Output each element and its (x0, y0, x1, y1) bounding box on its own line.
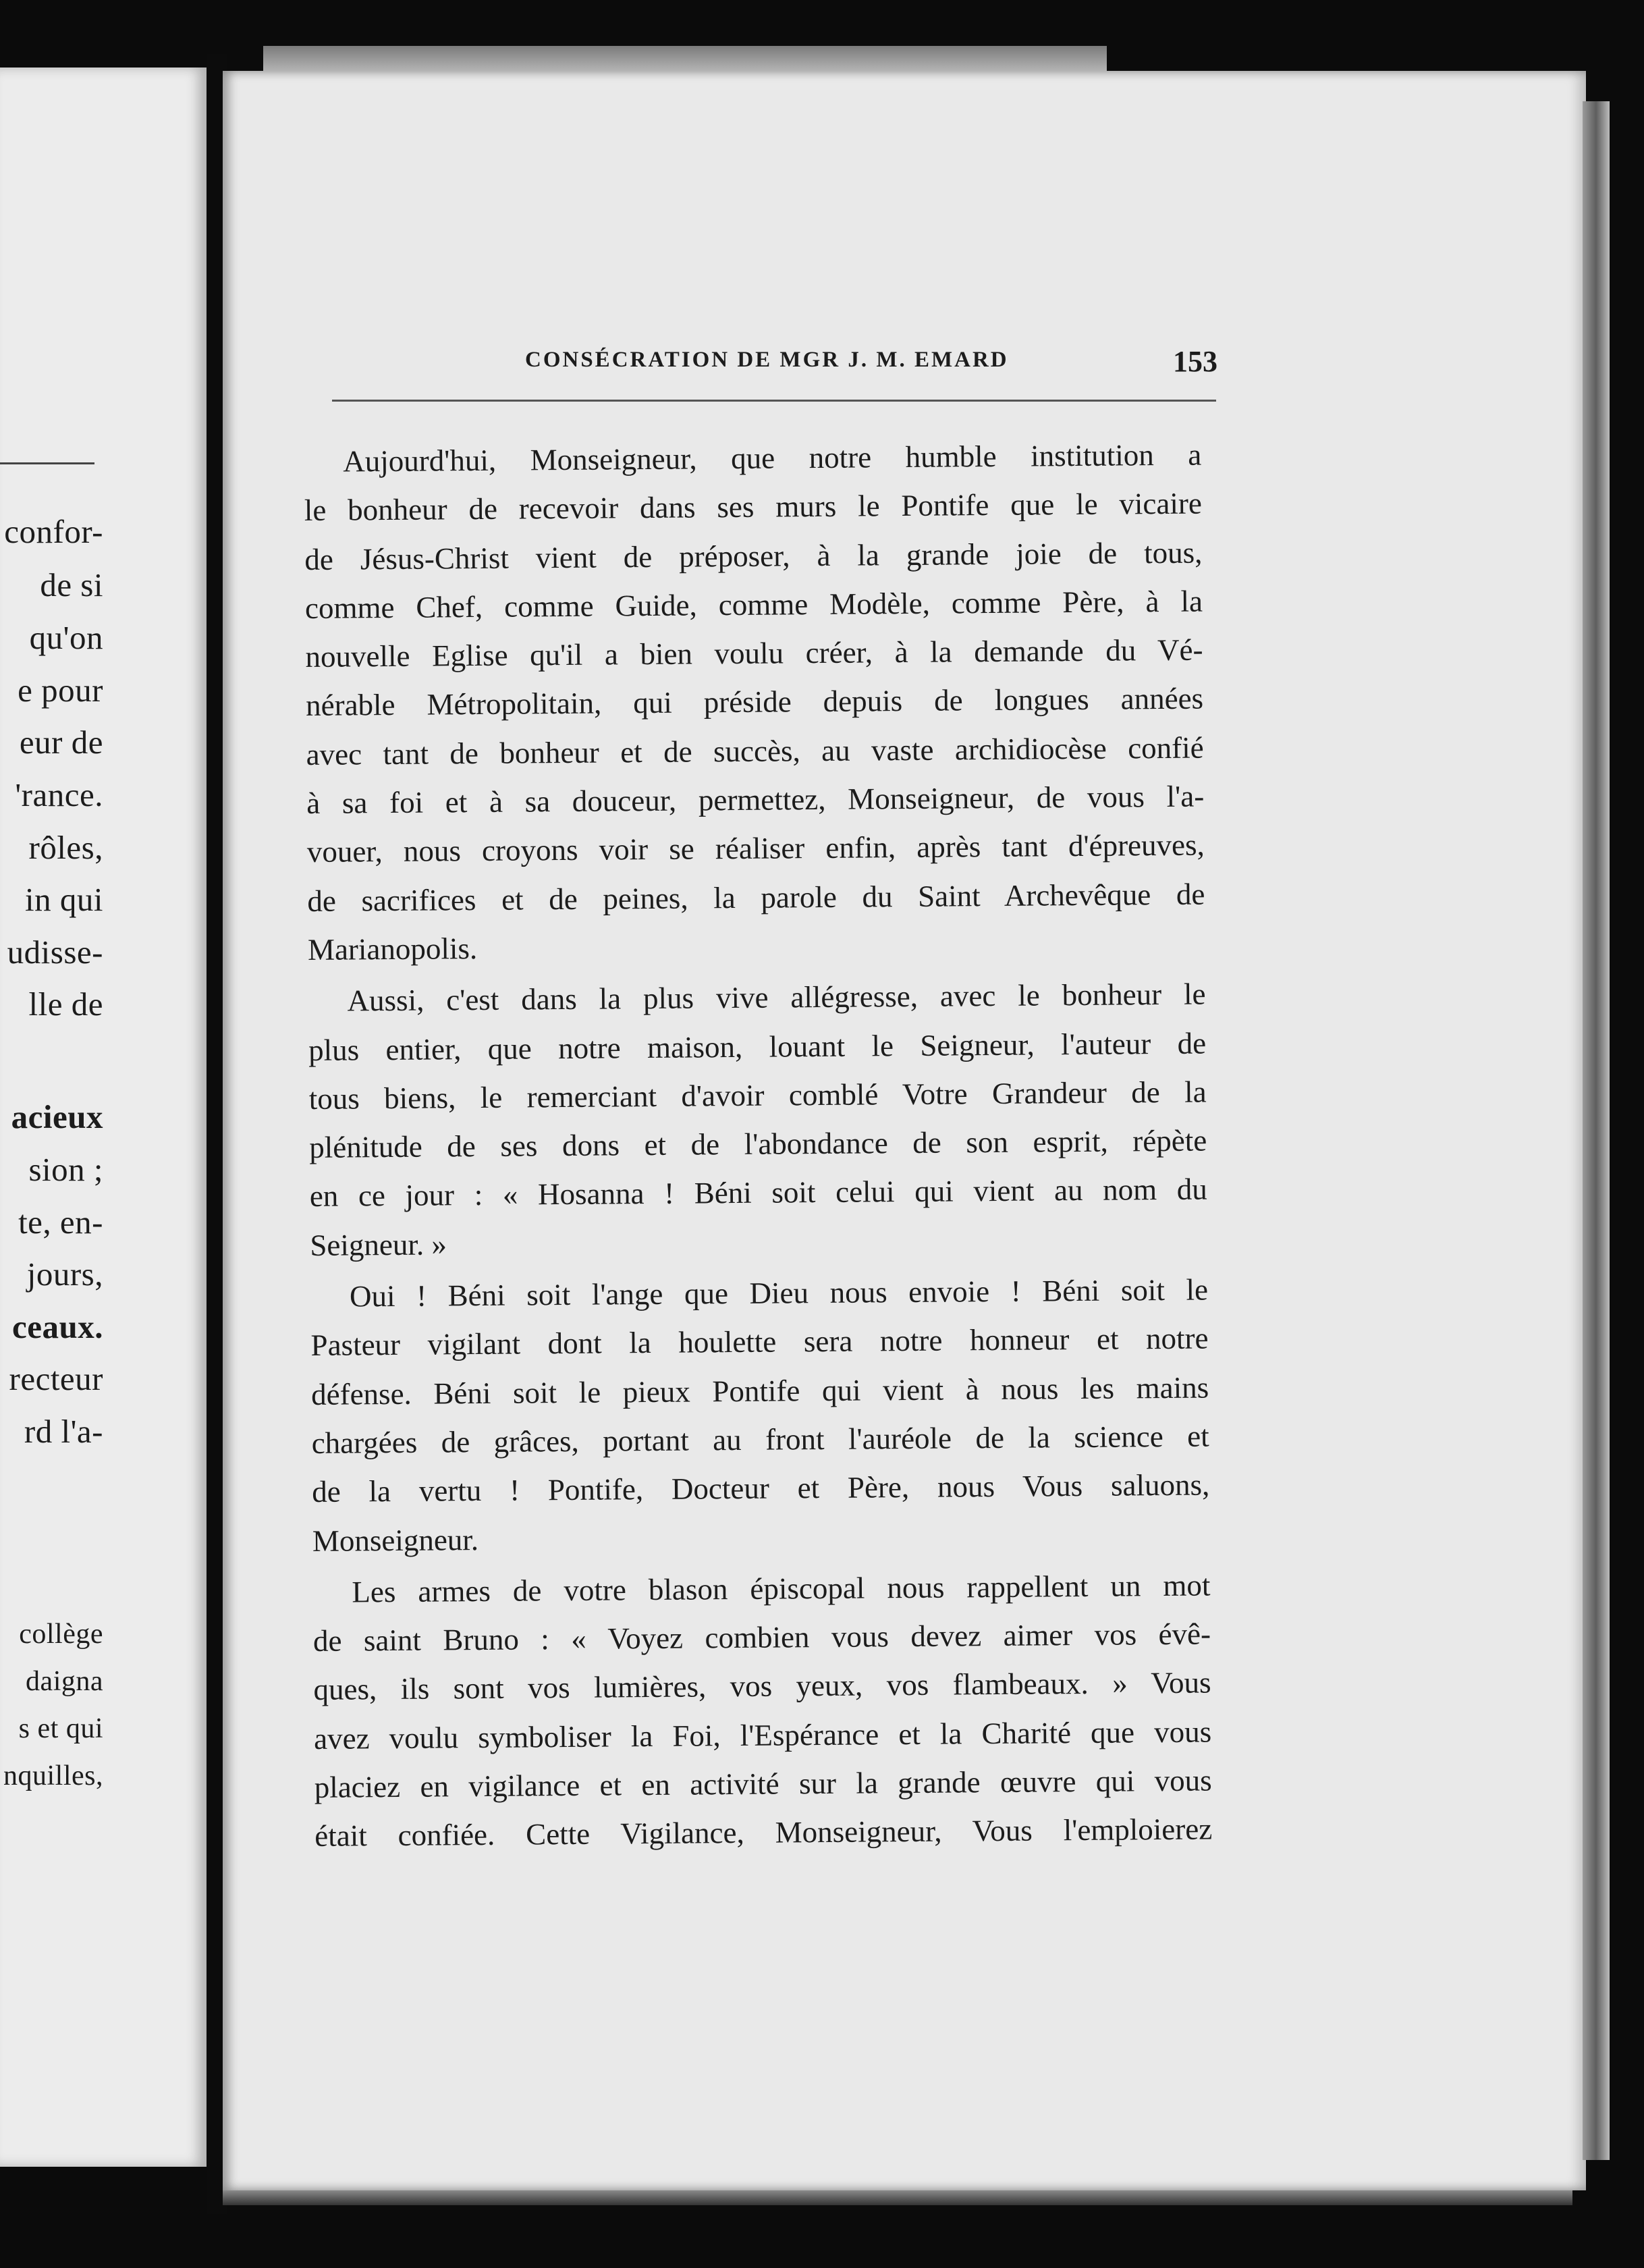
text-line: de saint Bruno : « Voyez combien vous devez aimer vos évê- (312, 1617, 1211, 1658)
top-binding-edge (263, 46, 1107, 72)
left-page-line: sion ; (28, 1151, 103, 1188)
left-page-line: de si (40, 566, 103, 603)
text-line: ques, ils sont vos lumières, vos yeux, vos flambeaux. » Vous (313, 1665, 1211, 1707)
left-page-line: confor- (4, 513, 103, 550)
paragraph (310, 1266, 1210, 1565)
left-page-line: lle de (28, 986, 103, 1023)
left-page-line: 'rance. (15, 776, 103, 813)
text-line: nouvelle Eglise qu'il a bien voulu créer, à la demande du Vé- (305, 632, 1203, 674)
page-stack-edge (1583, 101, 1610, 2160)
text-line: Aussi, c'est dans la plus vive allégresse, avec le bonheur le (347, 977, 1206, 1018)
text-line: Les armes de votre blason épiscopal nous rappellent un mot (352, 1568, 1211, 1609)
left-page-line: rôles, (28, 829, 103, 866)
text-line: Aujourd'hui, Monseigneur, que notre humble institution a (343, 437, 1202, 479)
left-facing-page (0, 68, 210, 2167)
left-page-line: e pour (18, 672, 103, 709)
left-page-line: jours, (26, 1256, 103, 1293)
header-rule (332, 400, 1216, 402)
left-page-rule (0, 462, 94, 464)
text-line: Oui ! Béni soit l'ange que Dieu nous envoie ! Béni soit le (349, 1272, 1209, 1314)
left-page-line: recteur (9, 1360, 103, 1397)
left-page-line: acieux (11, 1098, 103, 1135)
text-line: en ce jour : « Hosanna ! Béni soit celui qui vient au nom du (309, 1172, 1207, 1214)
body-text (304, 431, 1213, 1861)
text-line: chargées de grâces, portant au front l'auréole de la science et (311, 1419, 1209, 1460)
text-line: placiez en vigilance et en activité sur la grande œuvre qui vous (314, 1763, 1212, 1804)
text-line: le bonheur de recevoir dans ses murs le Pontife que le vicaire (304, 486, 1203, 528)
text-line: vouer, nous croyons voir se réaliser enfin, après tant d'épreuves, (306, 828, 1205, 869)
running-head: CONSÉCRATION DE MGR J. M. EMARD (525, 348, 1009, 372)
text-line: de sacrifices et de peines, la parole du Saint Archevêque de (307, 877, 1205, 918)
paragraph (308, 970, 1207, 1270)
paragraph (304, 431, 1205, 975)
left-page-line: nquilles, (3, 1760, 103, 1791)
paragraph (312, 1561, 1212, 1860)
text-line: à sa foi et à sa douceur, permettez, Monseigneur, de vous l'a- (306, 779, 1205, 821)
text-line: plus entier, que notre maison, louant le Seigneur, l'auteur de (308, 1026, 1207, 1067)
text-line: Monseigneur. (312, 1522, 479, 1558)
text-line: de Jésus-Christ vient de préposer, à la grande joie de tous, (304, 535, 1203, 576)
left-page-line: daigna (26, 1666, 103, 1697)
text-line: plénitude de ses dons et de l'abondance de son esprit, répète (309, 1123, 1207, 1165)
left-page-line: collège (19, 1619, 103, 1650)
left-page-line: ceaux. (12, 1308, 103, 1345)
left-page-line: udisse- (7, 934, 103, 971)
left-page-line: in qui (25, 881, 103, 918)
text-line: Pasteur vigilant dont la houlette sera notre honneur et notre (310, 1321, 1209, 1363)
page-number: 153 (1173, 345, 1217, 378)
left-page-line: eur de (19, 724, 103, 761)
text-line: nérable Métropolitain, qui préside depuis de longues années (305, 682, 1204, 723)
left-page-line: rd l'a- (24, 1413, 103, 1450)
text-line: avez voulu symboliser la Foi, l'Espérance et la Charité que vous (313, 1714, 1212, 1756)
text-line: Marianopolis. (307, 931, 478, 967)
left-page-line: qu'on (29, 619, 103, 656)
text-line: était confiée. Cette Vigilance, Monseigneur, Vous l'emploierez (314, 1812, 1213, 1854)
left-page-line: s et qui (18, 1713, 103, 1744)
text-line: Seigneur. » (310, 1227, 447, 1262)
text-line: de la vertu ! Pontife, Docteur et Père, nous Vous saluons, (312, 1467, 1210, 1509)
text-line: avec tant de bonheur et de succès, au vaste archidiocèse confié (306, 730, 1204, 772)
text-line: tous biens, le remerciant d'avoir comblé Votre Grandeur de la (308, 1075, 1207, 1116)
text-line: défense. Béni soit le pieux Pontife qui vient à nous les mains (310, 1370, 1209, 1411)
bottom-binding-edge (223, 2190, 1572, 2205)
text-line: comme Chef, comme Guide, comme Modèle, comme Père, à la (304, 584, 1203, 625)
left-page-line: te, en- (18, 1204, 103, 1241)
